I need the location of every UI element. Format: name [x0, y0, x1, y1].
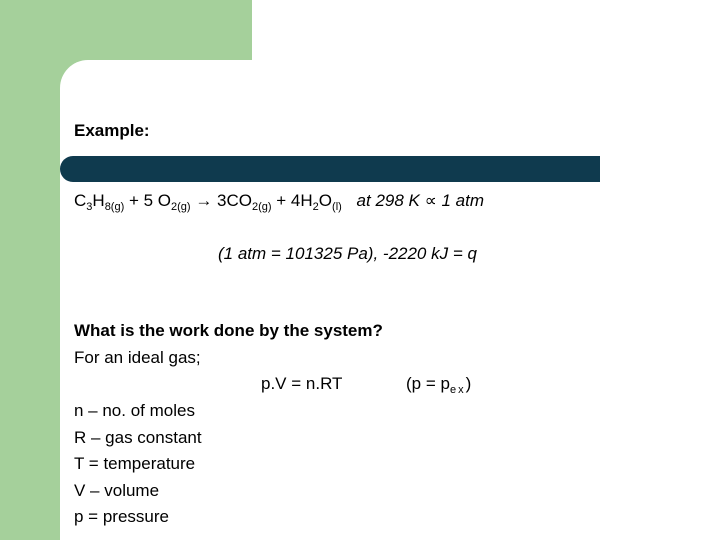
eq-sub: 2 [312, 201, 319, 213]
divider-bar [60, 156, 600, 182]
eq-sub: 3 [86, 201, 93, 213]
eq-part: C [74, 191, 87, 210]
eq-sub: (l) [332, 201, 342, 213]
ideal-gas-text: For an ideal gas; [74, 348, 201, 367]
pex-part: (p = p [406, 374, 450, 393]
pex-part: ) [465, 374, 472, 393]
eq-part: O [318, 191, 333, 210]
definition-item: p = pressure [74, 507, 169, 526]
eq-part: H [92, 191, 105, 210]
eq-part: + 4H [271, 191, 313, 210]
eq-part: → 3CO [190, 191, 252, 210]
eq-sub: 8(g) [104, 201, 125, 213]
eq-sub: 2(g) [171, 201, 191, 213]
external-pressure-note [406, 374, 471, 400]
question-text: What is the work done by the system? [74, 321, 383, 340]
definition-item: R – gas constant [74, 428, 202, 447]
definition-item: V – volume [74, 481, 160, 500]
eq-part: + 5 O [124, 191, 172, 210]
ideal-gas-equation: p.V = n.RT [261, 374, 343, 393]
definition-item: T = temperature [74, 454, 196, 473]
conversion-line: (1 atm = 101325 Pa), -2220 kJ = q [218, 244, 477, 263]
reaction-condition: at 298 K ∝ 1 atm [356, 191, 484, 210]
definition-item: n – no. of moles [74, 401, 195, 420]
pex-sub: ex [449, 384, 466, 396]
eq-sub: 2(g) [252, 201, 272, 213]
reaction-equation [74, 191, 484, 213]
example-heading: Example: [74, 121, 150, 140]
